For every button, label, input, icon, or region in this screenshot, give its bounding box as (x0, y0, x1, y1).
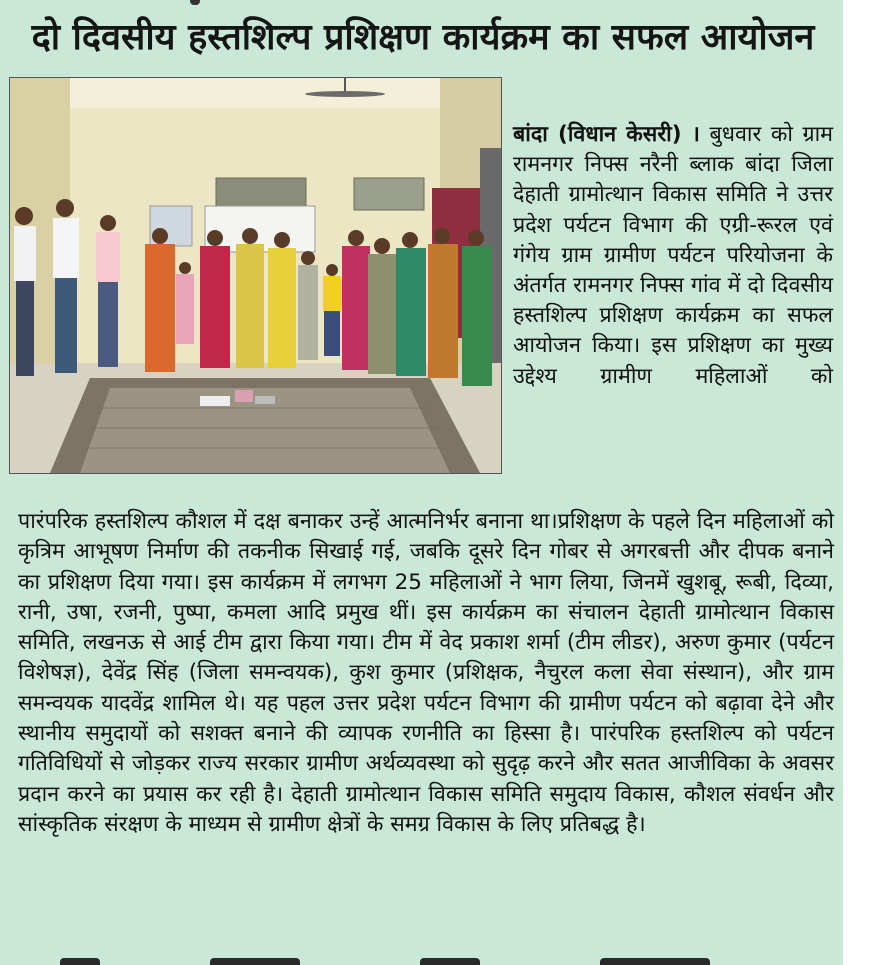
clipping-top-edge (190, 0, 200, 5)
article-byline: बांदा (विधान केसरी) । (513, 122, 700, 147)
article-headline: दो दिवसीय हस्तशिल्प प्रशिक्षण कार्यक्रम का सफल आयोजन (31, 17, 815, 58)
group-photo-illustration (10, 78, 501, 473)
article-column-body: बुधवार को ग्राम रामनगर निफ्स नरैनी ब्लाक बांदा जिला देहाती ग्रामोत्थान विकास समिति ने उत्तर प्रदेश पर्यटन विभाग की एग्री-रूरल एवं गंगेय ग्राम ग्रामीण पर्यटन परियोजना के अंतर्गत रामनगर निफ्स गांव में दो दिवसीय हस्तशिल्प प्रशिक्षण कार्यक्रम का सफल आयोजन किया। इस प्रशिक्षण का मुख्य उद्देश्य ग्रामीण महिलाओं को (513, 122, 833, 389)
article-body-text: पारंपरिक हस्तशिल्प कौशल में दक्ष बनाकर उन्हें आत्मनिर्भर बनाना था।प्रशिक्षण के पहले दिन महिलाओं को कृत्रिम आभूषण निर्माण की तकनीक सिखाई गई, जबकि दूसरे दिन गोबर से अगरबत्ती और दीपक बनाने का प्रशिक्षण दिया गया। इस कार्यक्रम में लगभग 25 महिलाओं ने भाग लिया, जिनमें खुशबू, रूबी, दिव्या, रानी, उषा, रजनी, पुष्पा, कमला आदि प्रमुख थीं। इस कार्यक्रम का संचालन देहाती ग्रामोत्थान विकास समिति, लखनऊ से आई टीम द्वारा किया गया। टीम में वेद प्रकाश शर्मा (टीम लीडर), अरुण कुमार (पर्यटन विशेषज्ञ), देवेंद्र सिंह (जिला समन्वयक), कुश कुमार (प्रशिक्षक, नैचुरल कला सेवा संस्थान), और ग्राम समन्वयक यादवेंद्र शामिल थे। यह पहल उत्तर प्रदेश पर्यटन विभाग की ग्रामीण पर्यटन को बढ़ावा देने और स्थानीय समुदायों को सशक्त बनाने की व्यापक रणनीति का हिस्सा है। पारंपरिक हस्तशिल्प को पर्यटन गतिविधियों से जोड़कर राज्य सरकार ग्रामीण अर्थव्यवस्था को सुदृढ़ करने और सतत आजीविका के अवसर प्रदान करने का प्रयास कर रही है। देहाती ग्रामोत्थान विकास समिति समुदाय विकास, कौशल संवर्धन और सांस्कृतिक संरक्षण के माध्यम से ग्रामीण क्षेत्रों के समग्र विकास के लिए प्रतिबद्ध है। (18, 509, 834, 837)
article-column-text (513, 120, 833, 392)
next-article-edge (0, 958, 843, 965)
article-photo (9, 77, 502, 474)
